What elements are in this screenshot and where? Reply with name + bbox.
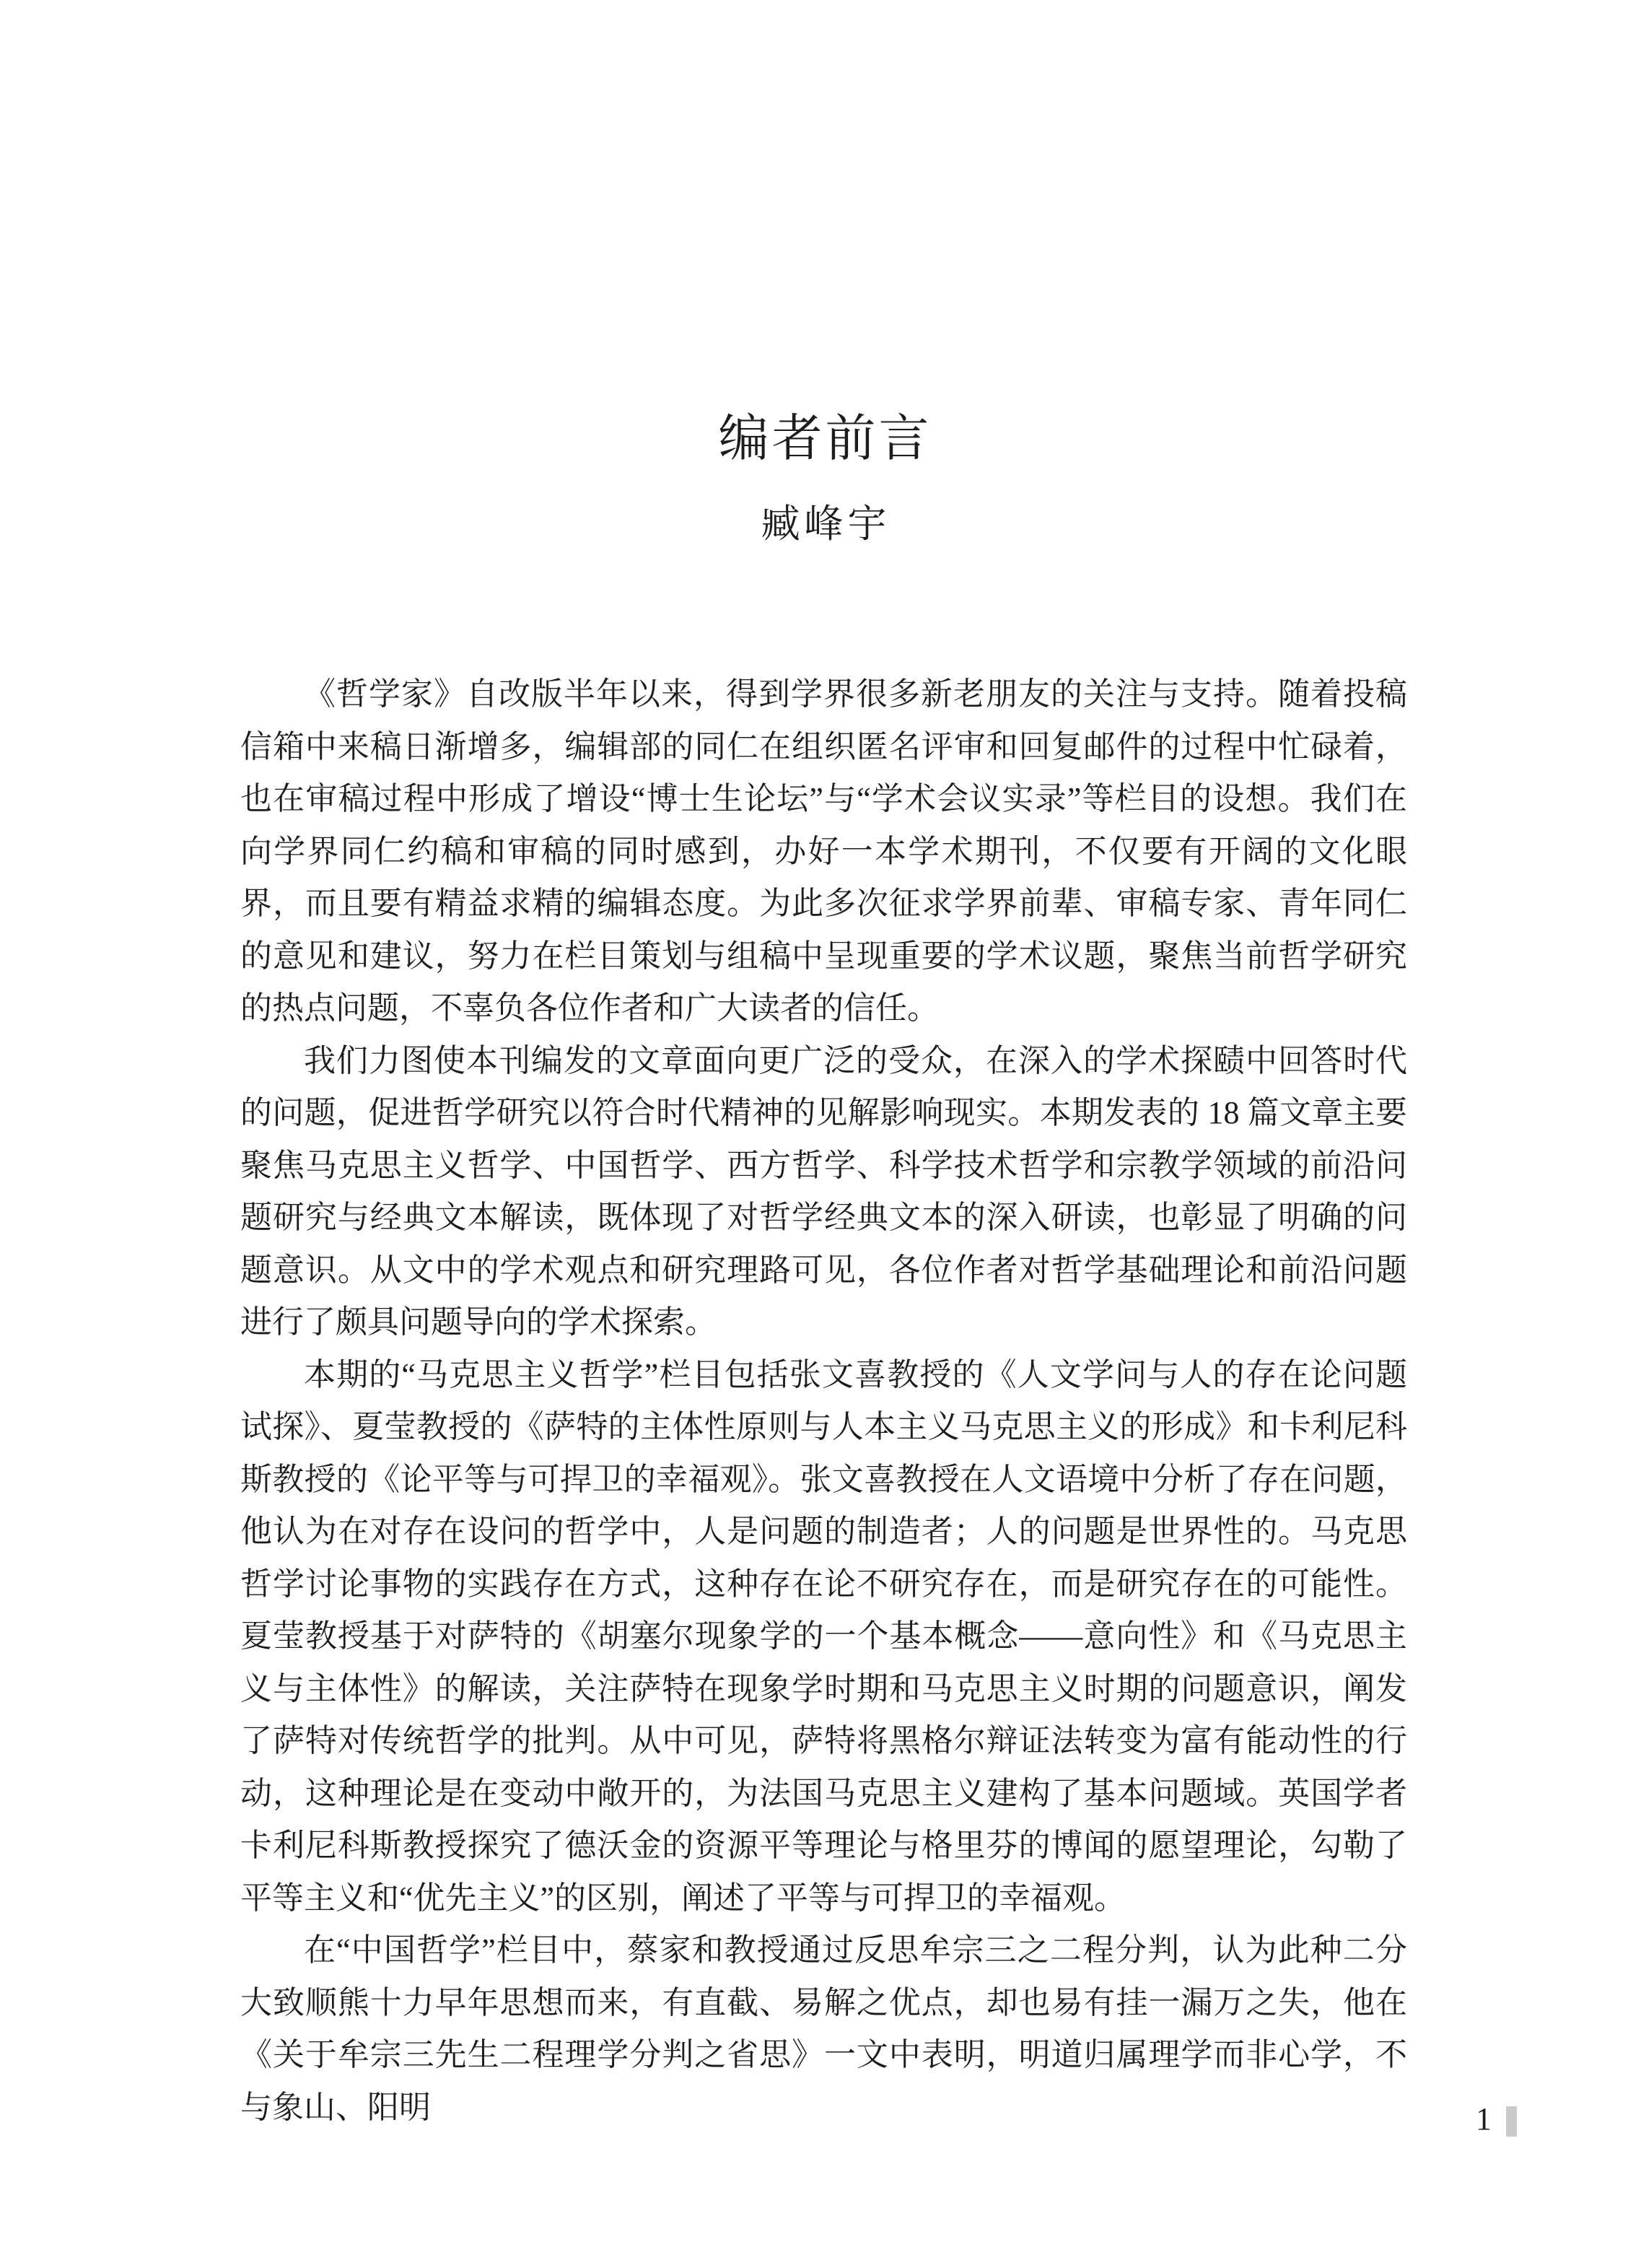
paragraph: 本期的“马克思主义哲学”栏目包括张文喜教授的《人文学问与人的存在论问题试探》、夏莹教授的《萨特的主体性原则与人本主义马克思主义的形成》和卡利尼科斯教授的《论平等与可捍卫的幸福观》。张文喜教授在人文语境中分析了存在问题，他认为在对存在设问的哲学中，人是问题的制造者；人的问题是世界性的。马克思哲学讨论事物的实践存在方式，这种存在论不研究存在，而是研究存在的可能性。夏莹教授基于对萨特的《胡塞尔现象学的一个基本概念——意向性》和《马克思主义与主体性》的解读，关注萨特在现象学时期和马克思主义时期的问题意识，阐发了萨特对传统哲学的批判。从中可见，萨特将黑格尔辩证法转变为富有能动性的行动，这种理论是在变动中敞开的，为法国马克思主义建构了基本问题域。英国学者卡利尼科斯教授探究了德沃金的资源平等理论与格里芬的博闻的愿望理论，勾勒了平等主义和“优先主义”的区别，阐述了平等与可捍卫的幸福观。 xyxy=(240,1356,1407,1916)
page-number: 1 xyxy=(1476,2101,1492,2137)
paragraph: 《哲学家》自改版半年以来，得到学界很多新老朋友的关注与支持。随着投稿信箱中来稿日渐增多，编辑部的同仁在组织匿名评审和回复邮件的过程中忙碌着，也在审稿过程中形成了增设“博士生论坛”与“学术会议实录”等栏目的设想。我们在向学界同仁约稿和审稿的同时感到，办好一本学术期刊，不仅要有开阔的文化眼界，而且要有精益求精的编辑态度。为此多次征求学界前辈、审稿专家、青年同仁的意见和建议，努力在栏目策划与组稿中呈现重要的学术议题，聚焦当前哲学研究的热点问题，不辜负各位作者和广大读者的信任。 xyxy=(240,676,1407,1026)
paragraph: 我们力图使本刊编发的文章面向更广泛的受众，在深入的学术探赜中回答时代的问题，促进哲学研究以符合时代精神的见解影响现实。本期发表的 18 篇文章主要聚焦马克思主义哲学、中国哲学、西方哲学、科学技术哲学和宗教学领域的前沿问题研究与经典文本解读，既体现了对哲学经典文本的深入研读，也彰显了明确的问题意识。从文中的学术观点和研究理路可见，各位作者对哲学基础理论和前沿问题进行了颇具问题导向的学术探索。 xyxy=(240,1042,1407,1340)
page-number-marker xyxy=(1506,2106,1517,2137)
page-title: 编者前言 xyxy=(718,411,932,467)
author-name: 臧峰宇 xyxy=(761,502,891,546)
body-text xyxy=(240,668,1407,2134)
paragraph: 在“中国哲学”栏目中，蔡家和教授通过反思牟宗三之二程分判，认为此种二分大致顺熊十力早年思想而来，有直截、易解之优点，却也易有挂一漏万之失，他在《关于牟宗三先生二程理学分判之省思》一文中表明，明道归属理学而非心学，不与象山、阳明 xyxy=(240,1932,1407,2125)
